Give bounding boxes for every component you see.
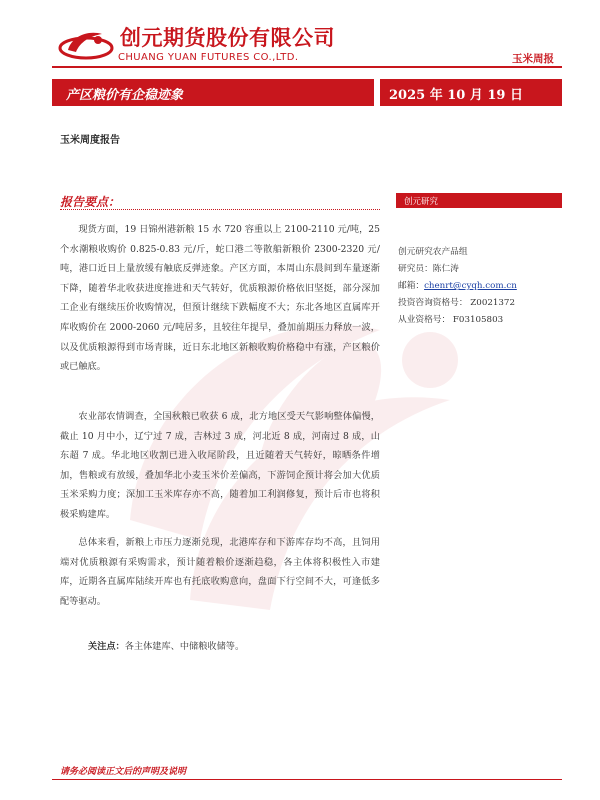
header-divider bbox=[52, 66, 562, 68]
company-name-en: CHUANG YUAN FUTURES CO.,LTD. bbox=[118, 52, 299, 63]
sidebar-header bbox=[396, 193, 562, 208]
email-label: 邮箱： bbox=[398, 281, 425, 291]
researcher-name: 研究员：陈仁涛 bbox=[398, 264, 459, 274]
paragraph-text: 现货方面，19 日锦州港新粮 15 水 720 容重以上 2100-2110 元/吨，25 个水潮粮收购价 0.825-0.83 元/斤，蛇口港二等散船新粮价 2300-2320 元/吨，港口近日上量放缓有触底反弹迹象。产区方面，本周山东晨间到车量逐渐下降，随着华北收获进度推进和天气转好，优质粮源价格依旧坚挺，部分深加工企业有继续压价收购情况，但预计继续下跌幅度不大；东北各地区直属库开库收购价在 2000-2060 元/吨居多，且较往年提早，叠加前期压力释放一波，以及优质粮源得到市场青睐，近日东北地区新粮收购价格稳中有涨，产区粮价或已触底。 bbox=[60, 224, 380, 373]
email-row bbox=[398, 279, 517, 291]
footer-disclaimer: 请务必阅读正文后的声明及说明 bbox=[60, 767, 187, 777]
title-bar bbox=[52, 79, 374, 106]
date-bar bbox=[380, 79, 562, 106]
report-type: 玉米周报 bbox=[512, 53, 554, 65]
consult-cert: 投资咨询资格号： Z0021372 bbox=[398, 298, 515, 308]
paragraph-text: 农业部农情调查，全国秋粮已收获 6 成，北方地区受天气影响整体偏慢，截止 10 月中小，辽宁过 7 成，吉林过 3 成，河北近 8 成，河南过 8 成，山东超 7 成。华北地区收割已进入收尾阶段，且近随着天气转好，晾晒条件增加，售粮或有放缓，叠加华北小麦玉米价差偏高，下游饲企预计将会加大优质玉米采购力度；深加工玉米库存亦不高，随着加工利润修复，预计后市也将积极采购建库。 bbox=[60, 411, 380, 520]
paragraph-text: 总体来看，新粮上市压力逐渐兑现，北港库存和下游库存均不高，且饲用端对优质粮源有采购需求，预计随着粮价逐渐趋稳，各主体将积极性入市建库，近期各直属库陆续开库也有托底收购意向，盘面下行空间不大，可逢低多配等驱动。 bbox=[60, 537, 380, 607]
footer-divider bbox=[52, 779, 562, 780]
paragraph-harvest-progress bbox=[60, 407, 380, 525]
practice-cert: 从业资格号： F03105803 bbox=[398, 315, 504, 325]
email-link[interactable]: chenrt@cyqh.com.cn bbox=[424, 281, 517, 291]
report-date: 2025 年 10 月 19 日 bbox=[389, 88, 523, 103]
report-title: 产区粮价有企稳迹象 bbox=[66, 88, 184, 103]
focus-text: 各主体建库、中储粮收储等。 bbox=[124, 641, 245, 652]
paragraph-spot-market bbox=[60, 220, 380, 377]
key-points-divider bbox=[60, 209, 380, 210]
report-label: 玉米周度报告 bbox=[60, 135, 120, 146]
paragraph-summary bbox=[60, 533, 380, 611]
key-points-heading: 报告要点： bbox=[60, 195, 121, 209]
research-group: 创元研究农产品组 bbox=[398, 247, 468, 257]
sidebar-header-label: 创元研究 bbox=[404, 197, 439, 207]
logo-emblem-icon bbox=[58, 26, 114, 60]
company-logo bbox=[58, 22, 335, 68]
focus-label: 关注点： bbox=[88, 641, 125, 652]
company-name-cn: 创元期货股份有限公司 bbox=[120, 26, 335, 50]
focus-points bbox=[88, 638, 244, 652]
